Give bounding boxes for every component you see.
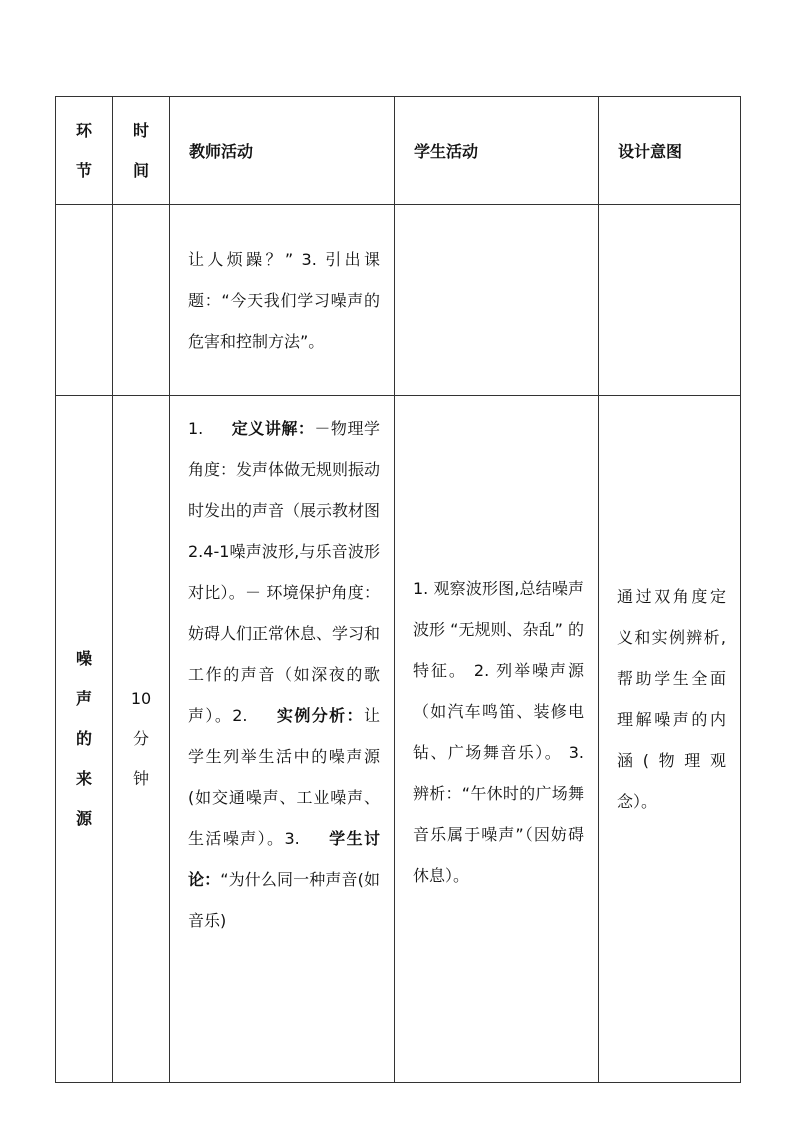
student-activity-cell: 1. 观察波形图,总结噪声波形 “无规则、杂乱” 的特征。 2. 列举噪声源（如汽车鸣笛、装修电钻、广场舞音乐）。 3. 辨析：“午休时的广场舞音乐属于噪声”（因妨碍休息）。 (395, 396, 599, 1083)
table-row (56, 205, 741, 396)
design-intent-cell (599, 205, 741, 396)
stage-char: 的 (75, 729, 92, 748)
header-time (113, 97, 170, 205)
time-char: 分 (132, 729, 149, 748)
header-design-intent: 设计意图 (599, 97, 741, 205)
item-number: 1. (188, 419, 204, 438)
header-stage-char: 节 (75, 160, 92, 180)
header-teacher-activity: 教师活动 (170, 97, 395, 205)
definition-heading: 定义讲解： (231, 419, 315, 438)
header-student-activity: 学生活动 (395, 97, 599, 205)
design-intent-cell: 通过双角度定义和实例辨析,帮助学生全面理解噪声的内涵(物理观念）。 (599, 396, 741, 1083)
item-number: 3. (284, 829, 300, 848)
definition-text: －物理学角度：发声体做无规则振动时发出的声音（展示教材图2.4-1噪声波形,与乐音波形对比）。－ 环境保护角度：妨碍人们正常休息、学习和工作的声音（如深夜的歌声）。2. (188, 419, 381, 725)
table-header-row (56, 97, 741, 205)
discussion-heading: 学生讨论： (188, 829, 380, 889)
stage-char: 源 (75, 809, 92, 828)
time-cell (113, 205, 170, 396)
header-time-char: 间 (132, 160, 149, 180)
header-stage (56, 97, 113, 205)
stage-cell (56, 396, 113, 1083)
discussion-text: “为什么同一种声音(如音乐) (188, 870, 380, 930)
time-char: 钟 (132, 769, 149, 788)
header-time-char: 时 (132, 120, 149, 140)
stage-cell (56, 205, 113, 396)
student-activity-cell (395, 205, 599, 396)
header-stage-char: 环 (75, 120, 92, 140)
stage-char: 声 (75, 689, 92, 708)
time-cell (113, 396, 170, 1083)
lesson-plan-table (55, 96, 741, 1083)
time-value: 10 (130, 689, 152, 708)
stage-char: 来 (75, 769, 92, 788)
table-row (56, 396, 741, 1083)
example-text: 让学生列举生活中的噪声源(如交通噪声、工业噪声、生活噪声）。 (188, 706, 380, 848)
stage-char: 噪 (75, 649, 92, 668)
teacher-activity-cell: 让人烦躁？” 3. 引出课题：“今天我们学习噪声的危害和控制方法”。 (170, 205, 395, 396)
teacher-activity-cell (170, 396, 395, 1083)
example-heading: 实例分析： (275, 706, 364, 725)
